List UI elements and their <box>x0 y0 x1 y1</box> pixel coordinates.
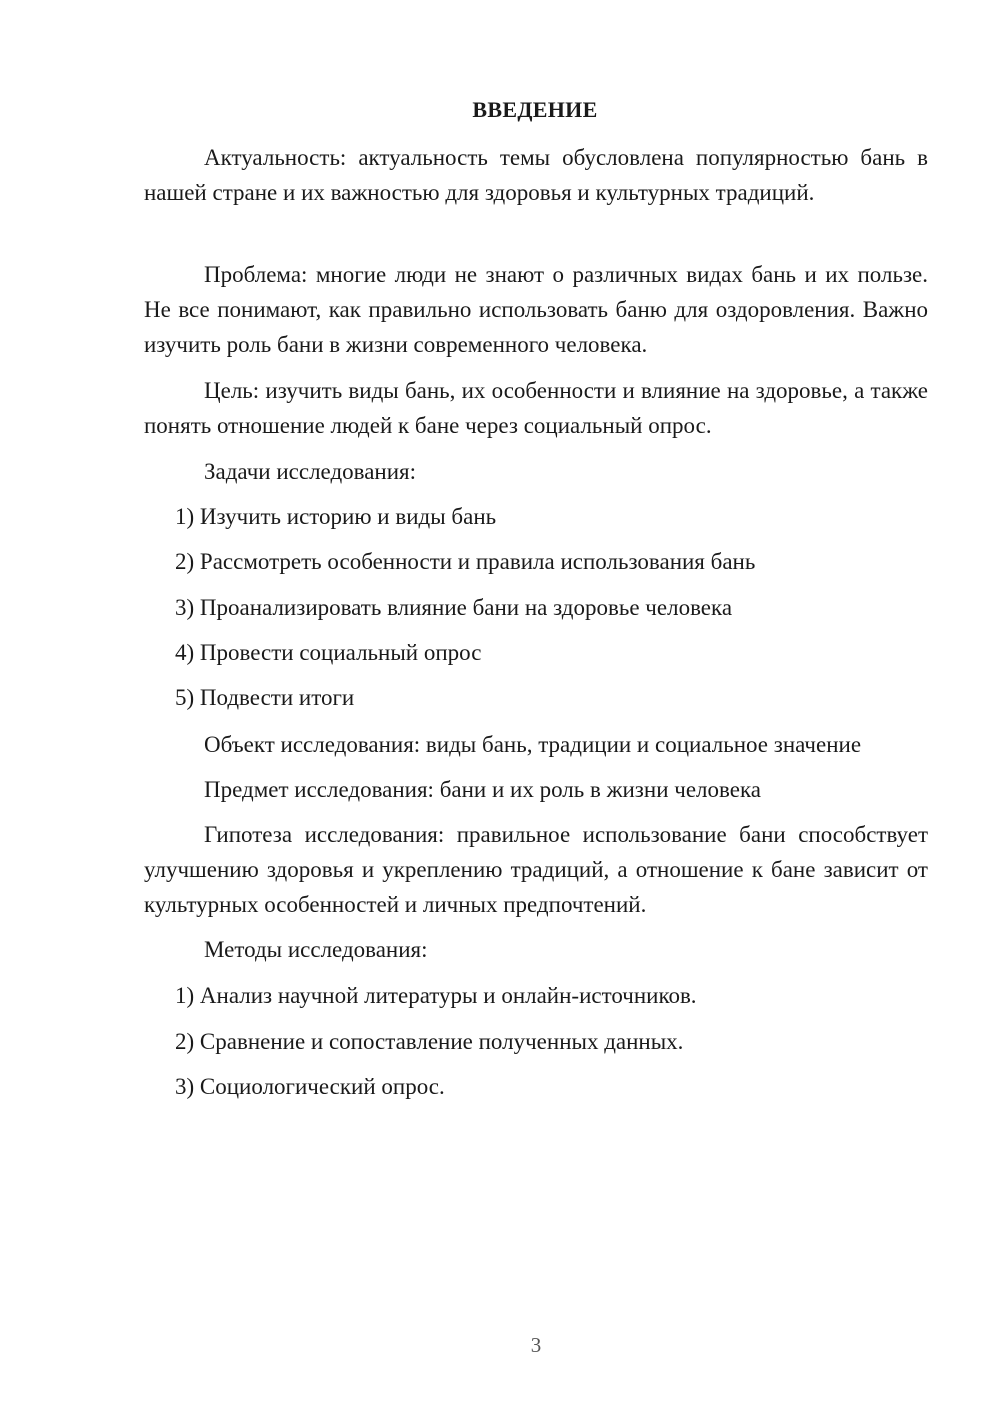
method-item-3: 3) Социологический опрос. <box>175 1074 445 1099</box>
hypothesis-paragraph: Гипотеза исследования: правильное использование бани способствует улучшению здоровья и укреплению традиций, а отношение к бане зависит от культурных особенностей и личных предпочтений. <box>144 822 928 917</box>
method-item-2: 2) Сравнение и сопоставление полученных данных. <box>175 1029 684 1054</box>
method-item-1: 1) Анализ научной литературы и онлайн-источников. <box>175 983 697 1008</box>
task-item-4: 4) Провести социальный опрос <box>175 640 482 665</box>
problem-paragraph: Проблема: многие люди не знают о различных видах бань и их пользе. Не все понимают, как правильно использовать баню для оздоровления. Важно изучить роль бани в жизни современного человека. <box>144 262 928 357</box>
methods-heading: Методы исследования: <box>204 937 428 962</box>
research-object: Объект исследования: виды бань, традиции и социальное значение <box>204 732 862 757</box>
page-number: 3 <box>530 1333 542 1357</box>
relevance-paragraph: Актуальность: актуальность темы обусловлена популярностью бань в нашей стране и их важностью для здоровья и культурных традиций. <box>144 145 928 205</box>
task-item-3: 3) Проанализировать влияние бани на здоровье человека <box>175 595 733 620</box>
tasks-heading: Задачи исследования: <box>204 459 417 484</box>
task-item-2: 2) Рассмотреть особенности и правила использования бань <box>175 549 756 574</box>
section-title: ВВЕДЕНИЕ <box>472 97 598 122</box>
task-item-1: 1) Изучить историю и виды бань <box>175 504 497 529</box>
goal-paragraph: Цель: изучить виды бань, их особенности и влияние на здоровье, а также понять отношение людей к бане через социальный опрос. <box>144 378 928 438</box>
task-item-5: 5) Подвести итоги <box>175 685 355 710</box>
research-subject: Предмет исследования: бани и их роль в жизни человека <box>204 777 761 802</box>
